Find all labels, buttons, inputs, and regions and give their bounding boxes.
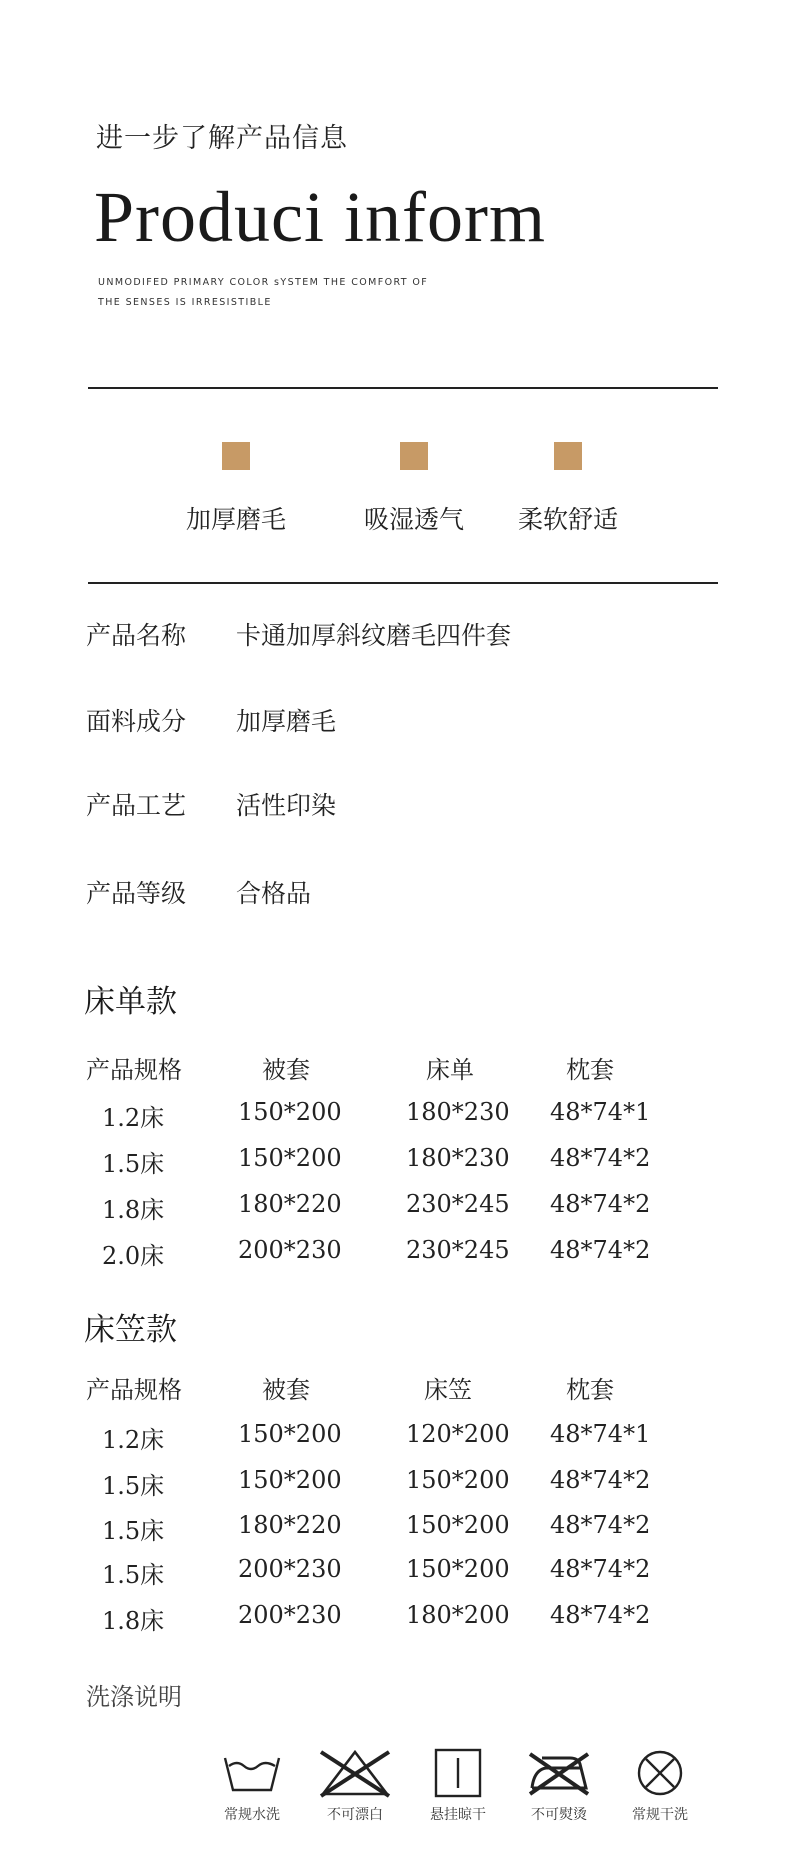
cell-duvet: 180*220 (238, 1511, 342, 1539)
wash-tub-icon (217, 1748, 287, 1798)
cell-fitted: 120*200 (406, 1420, 510, 1448)
header-pillow: 枕套 (566, 1056, 614, 1084)
cell-pillow: 48*74*2 (550, 1236, 651, 1264)
care-label: 常规干洗 (632, 1807, 688, 1823)
table-row (0, 1420, 790, 1460)
cell-spec: 1.5床 (102, 1517, 165, 1545)
care-label: 常规水洗 (224, 1807, 280, 1823)
cell-pillow: 48*74*1 (550, 1420, 651, 1448)
cell-spec: 1.5床 (102, 1561, 165, 1589)
cell-fitted: 150*200 (406, 1511, 510, 1539)
tagline-line-2: THE SENSES IS IRRESISTIBLE (98, 297, 272, 308)
divider-top (88, 387, 718, 389)
info-key-grade: 产品等级 (86, 879, 187, 908)
feature-square-icon (554, 442, 582, 470)
table-row (0, 1190, 790, 1230)
section-title-sheet: 床单款 (84, 984, 177, 1020)
cell-spec: 1.2床 (102, 1426, 165, 1454)
care-item-dry-clean (605, 1748, 715, 1824)
feature-thick-brushed (136, 442, 336, 536)
info-value-name: 卡通加厚斜纹磨毛四件套 (236, 621, 512, 650)
cell-spec: 1.5床 (102, 1472, 165, 1500)
cell-sheet: 180*230 (406, 1144, 510, 1172)
cell-duvet: 150*200 (238, 1098, 342, 1126)
tagline-line-1: UNMODIFED PRIMARY COLOR sYSTEM THE COMFORT OF (98, 277, 429, 288)
cell-spec: 1.5床 (102, 1150, 165, 1178)
info-value-fabric: 加厚磨毛 (236, 707, 337, 736)
cell-pillow: 48*74*2 (550, 1555, 651, 1583)
no-iron-icon (524, 1748, 594, 1798)
header-pillow: 枕套 (566, 1376, 614, 1404)
care-item-no-bleach (300, 1748, 410, 1824)
cell-pillow: 48*74*2 (550, 1144, 651, 1172)
cell-duvet: 150*200 (238, 1420, 342, 1448)
table-row (0, 1601, 790, 1641)
header-fitted: 床笠 (424, 1376, 472, 1404)
washing-title: 洗涤说明 (86, 1683, 182, 1711)
cell-sheet: 230*245 (406, 1236, 510, 1264)
cell-fitted: 150*200 (406, 1555, 510, 1583)
cell-spec: 1.8床 (102, 1607, 165, 1635)
care-label: 不可熨烫 (531, 1807, 587, 1823)
cell-fitted: 150*200 (406, 1466, 510, 1494)
care-label: 悬挂晾干 (430, 1807, 486, 1823)
table-row (0, 1466, 790, 1506)
cell-spec: 2.0床 (102, 1242, 165, 1270)
cell-pillow: 48*74*2 (550, 1601, 651, 1629)
header-spec: 产品规格 (86, 1056, 182, 1084)
table-row (0, 1236, 790, 1276)
section-title-fitted: 床笠款 (84, 1312, 177, 1348)
care-label: 不可漂白 (327, 1807, 383, 1823)
care-item-hang-dry (403, 1748, 513, 1824)
care-item-no-iron (504, 1748, 614, 1824)
info-value-process: 活性印染 (236, 791, 337, 820)
cell-duvet: 200*230 (238, 1236, 342, 1264)
feature-square-icon (400, 442, 428, 470)
cell-pillow: 48*74*1 (550, 1098, 651, 1126)
table-header-row (0, 1370, 790, 1410)
cell-sheet: 180*230 (406, 1098, 510, 1126)
subtitle-cn: 进一步了解产品信息 (96, 123, 348, 154)
care-item-wash (197, 1748, 307, 1824)
info-key-fabric: 面料成分 (86, 707, 187, 736)
cell-duvet: 180*220 (238, 1190, 342, 1218)
header-spec: 产品规格 (86, 1376, 182, 1404)
cell-pillow: 48*74*2 (550, 1190, 651, 1218)
cell-spec: 1.2床 (102, 1104, 165, 1132)
no-bleach-icon (317, 1748, 393, 1798)
cell-pillow: 48*74*2 (550, 1511, 651, 1539)
divider-bottom (88, 582, 718, 584)
page-title: Produci inform (94, 177, 546, 257)
info-key-process: 产品工艺 (86, 791, 187, 820)
cell-duvet: 150*200 (238, 1144, 342, 1172)
feature-label: 加厚磨毛 (185, 505, 286, 534)
cell-duvet: 200*230 (238, 1601, 342, 1629)
table-header-row (0, 1050, 790, 1090)
cell-fitted: 180*200 (406, 1601, 510, 1629)
hang-dry-icon (428, 1748, 488, 1798)
info-key-name: 产品名称 (86, 621, 187, 650)
info-value-grade: 合格品 (236, 879, 312, 908)
table-row (0, 1144, 790, 1184)
table-row (0, 1511, 790, 1551)
cell-duvet: 150*200 (238, 1466, 342, 1494)
table-row (0, 1098, 790, 1138)
cell-pillow: 48*74*2 (550, 1466, 651, 1494)
dry-clean-icon (632, 1748, 688, 1798)
feature-soft (468, 442, 668, 536)
table-row (0, 1555, 790, 1595)
header-duvet: 被套 (262, 1376, 310, 1404)
feature-label: 柔软舒适 (517, 505, 618, 534)
cell-sheet: 230*245 (406, 1190, 510, 1218)
header-sheet: 床单 (426, 1056, 474, 1084)
feature-label: 吸湿透气 (363, 505, 464, 534)
header-duvet: 被套 (262, 1056, 310, 1084)
feature-square-icon (222, 442, 250, 470)
cell-spec: 1.8床 (102, 1196, 165, 1224)
cell-duvet: 200*230 (238, 1555, 342, 1583)
